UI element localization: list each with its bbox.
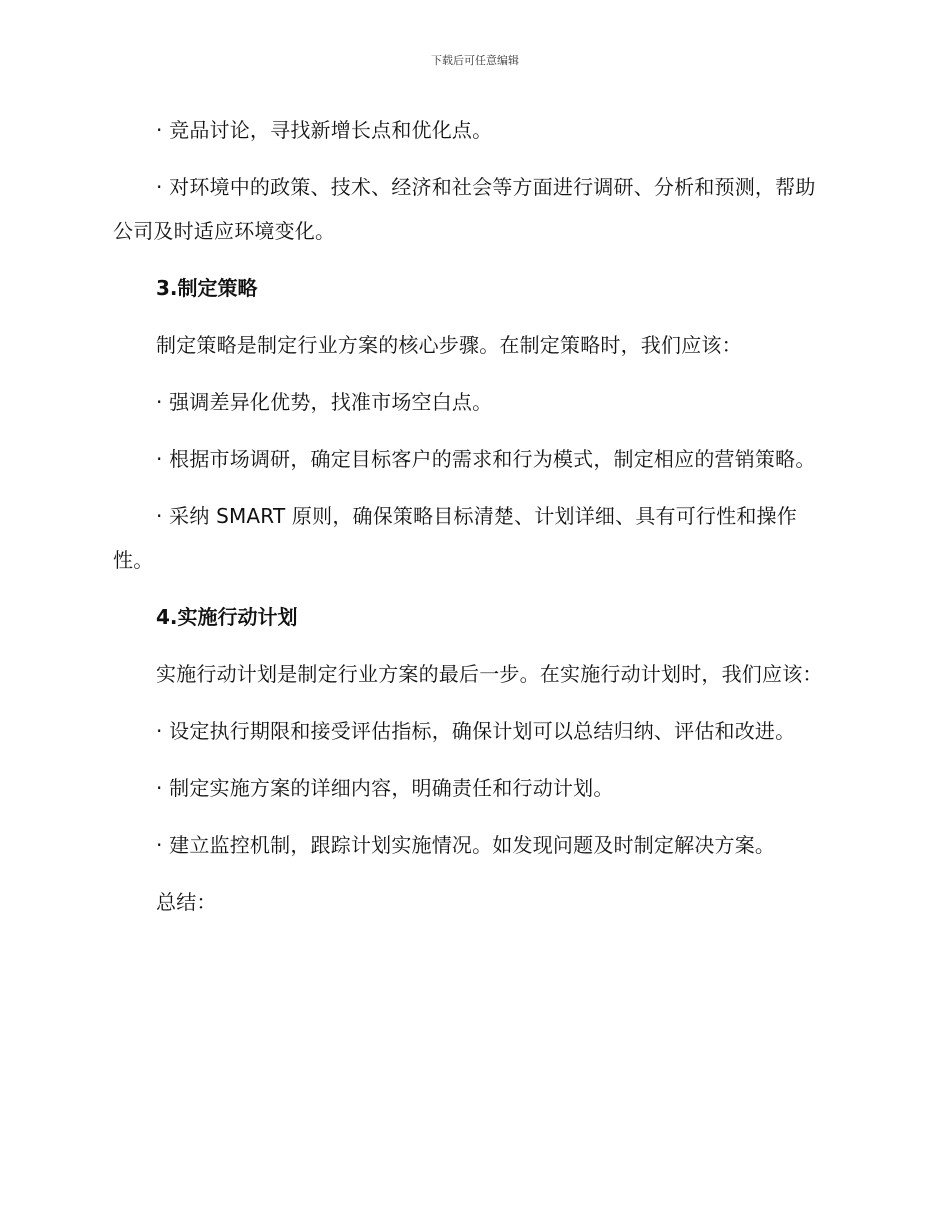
bullet-deadlines-metrics: · 设定执行期限和接受评估指标，确保计划可以总结归纳、评估和改进。: [156, 719, 796, 743]
bullet-target-customers: · 根据市场调研，确定目标客户的需求和行为模式，制定相应的营销策略。: [156, 447, 816, 471]
bullet-differentiation: · 强调差异化优势，找准市场空白点。: [156, 390, 493, 414]
action-plan-intro: 实施行动计划是制定行业方案的最后一步。在实施行动计划时，我们应该：: [156, 662, 823, 686]
bullet-environment-research: · 对环境中的政策、技术、经济和社会等方面进行调研、分析和预测，帮助公司及时适应环境变化。: [113, 175, 816, 243]
bullet-monitoring: · 建立监控机制，跟踪计划实施情况。如发现问题及时制定解决方案。: [156, 833, 776, 857]
summary-label: 总结：: [156, 890, 217, 914]
section-heading-action-plan: 4.实施行动计划: [156, 605, 298, 629]
bullet-competitor-discussion: · 竞品讨论，寻找新增长点和优化点。: [156, 118, 493, 142]
page-header: 下载后可任意编辑: [431, 54, 519, 67]
bullet-implementation-details: · 制定实施方案的详细内容，明确责任和行动计划。: [156, 776, 614, 800]
bullet-smart-principle: · 采纳 SMART 原则，确保策略目标清楚、计划详细、具有可行性和操作性。: [113, 504, 797, 572]
strategy-intro: 制定策略是制定行业方案的核心步骤。在制定策略时，我们应该：: [156, 333, 742, 357]
section-heading-strategy: 3.制定策略: [156, 276, 258, 300]
document-body: [113, 108, 835, 937]
